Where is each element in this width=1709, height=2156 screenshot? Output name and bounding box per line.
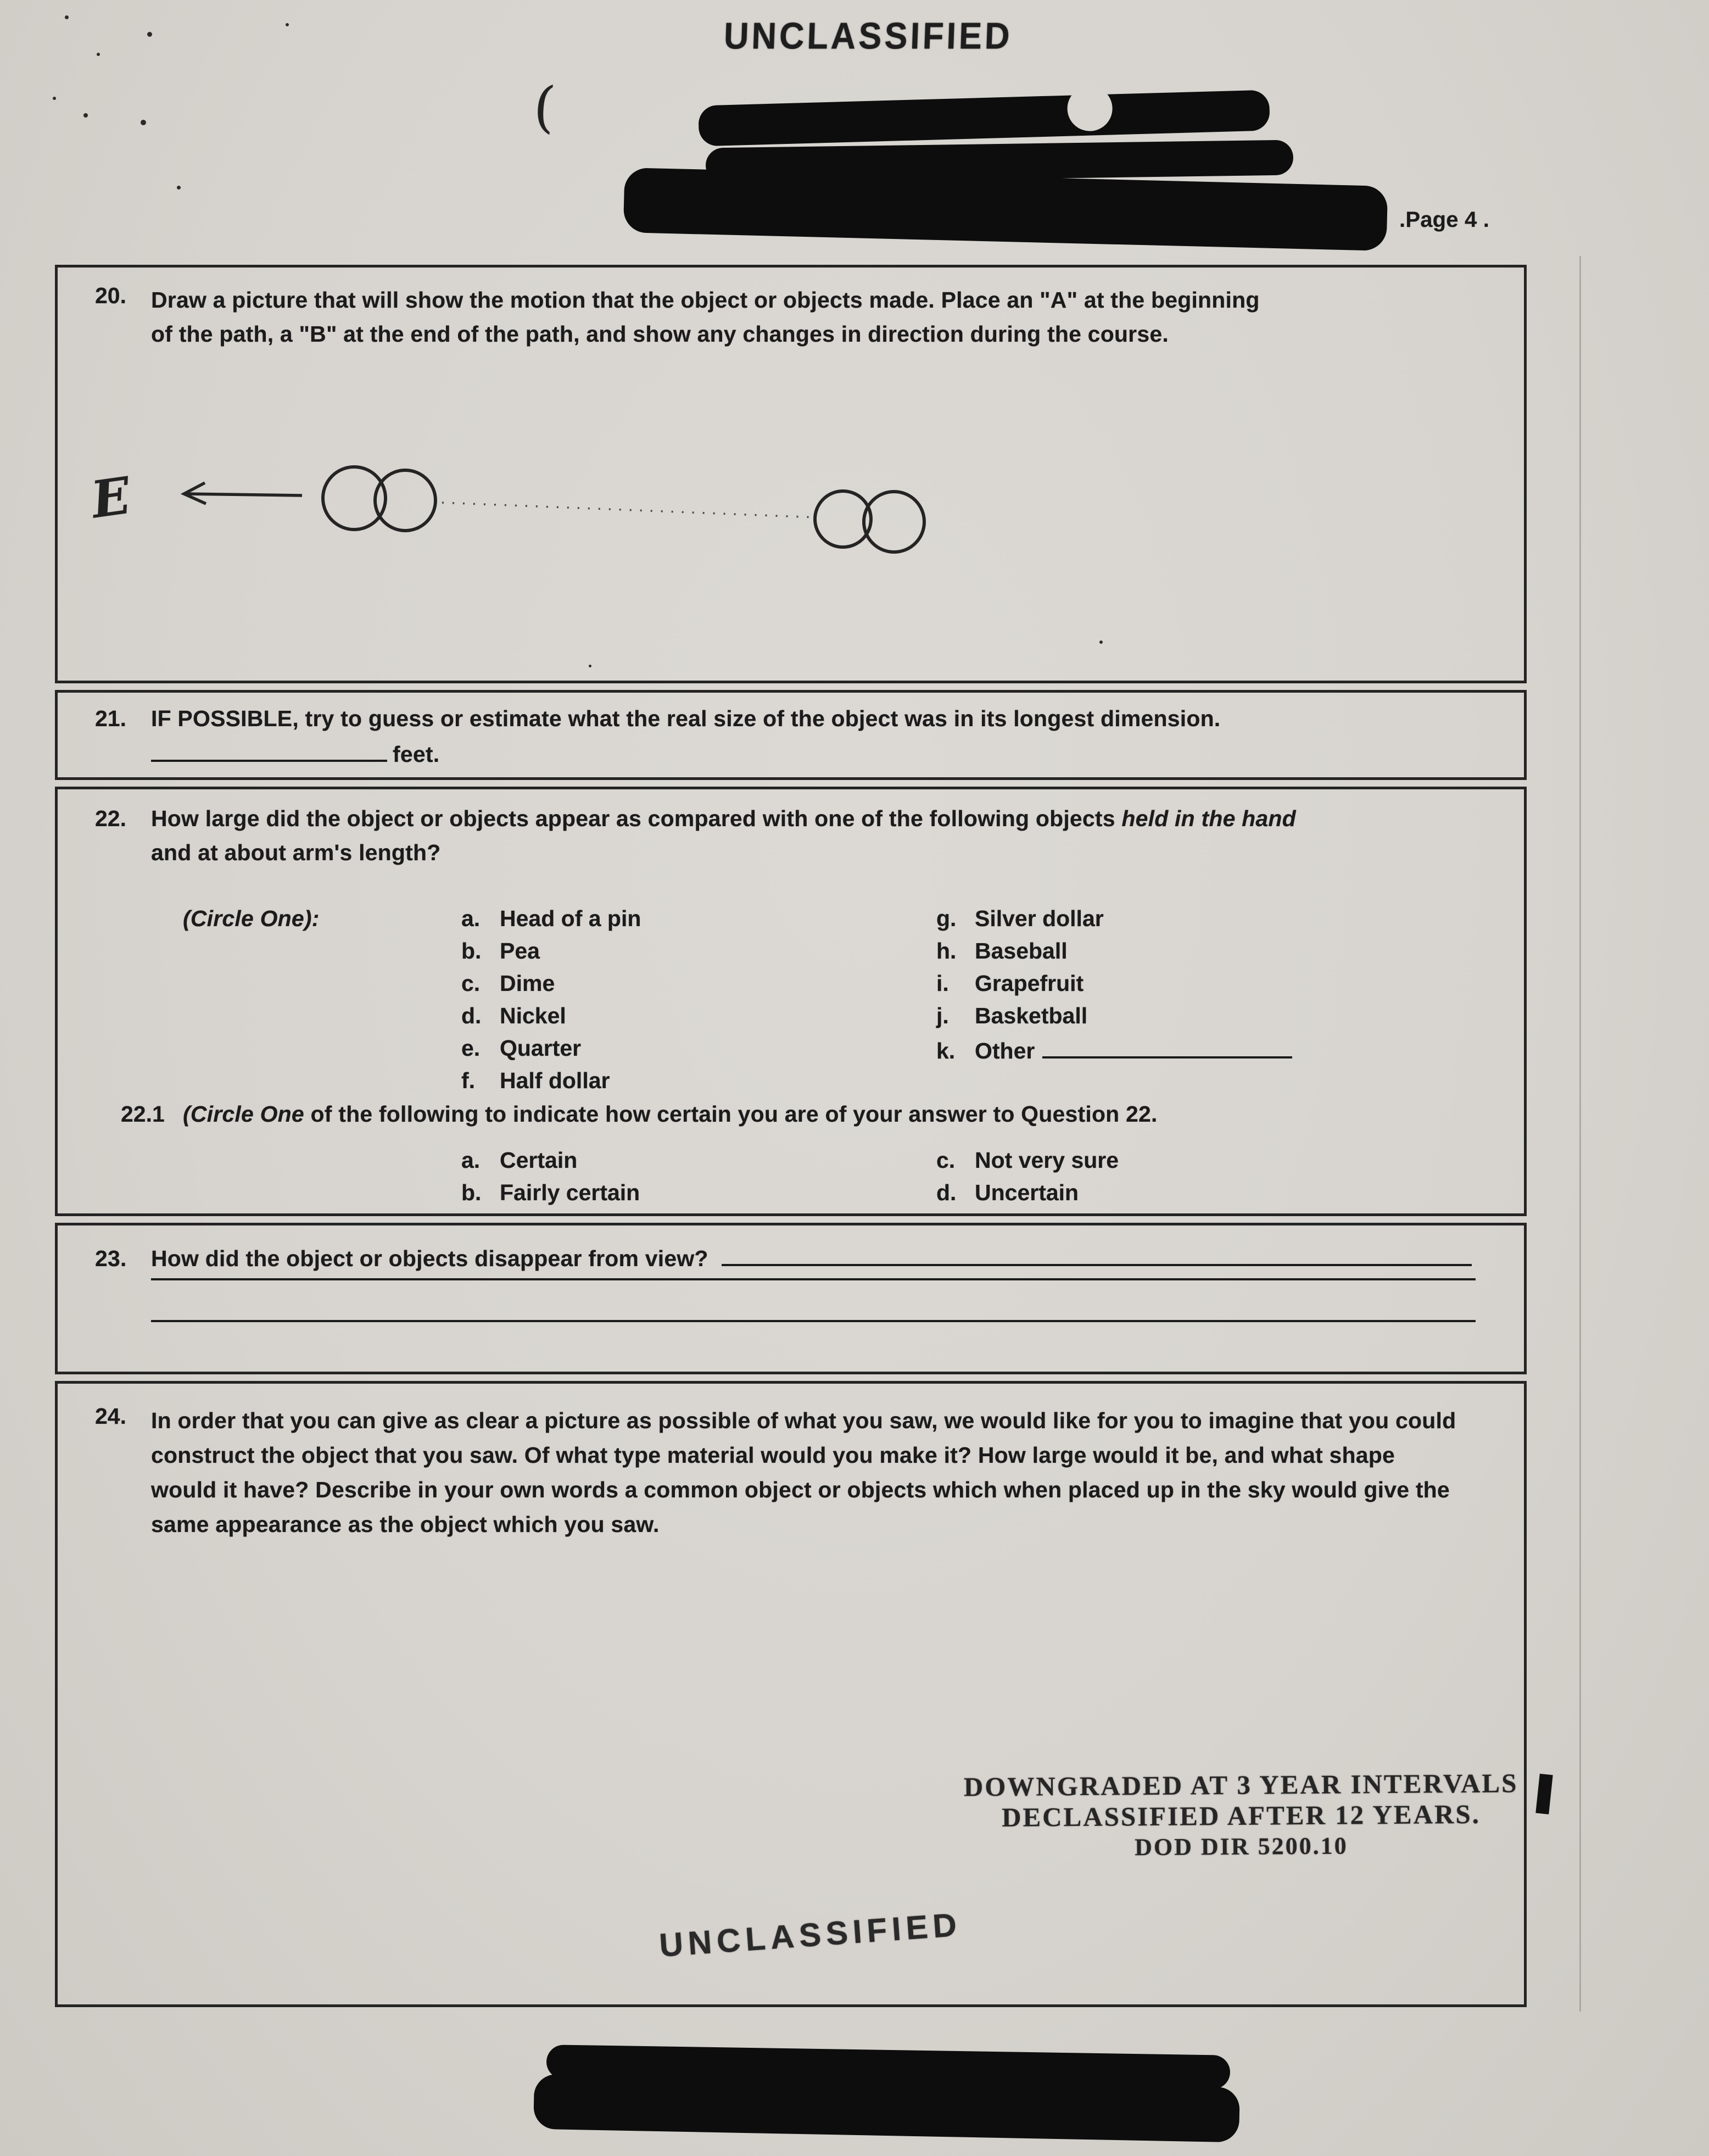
question-20-section [55,265,1527,683]
pen-mark-paren: ( [531,74,558,140]
q22-1-option-d [936,1180,1079,1206]
q22-1-heading-rest: of the following to indicate how certain you are of your answer to Question 22. [304,1101,1158,1127]
feet-label: feet. [393,742,440,767]
option-letter: h. [936,938,957,963]
option-letter: a. [461,1147,481,1173]
option-letter: b. [461,938,482,963]
answer-blank-inline [722,1242,1472,1266]
unclassified-stamp-top: UNCLASSIFIED [723,15,1013,57]
question-24-text-line3: would it have? Describe in your own words a common object or objects which when placed up in the sky would give the [151,1477,1450,1502]
q22-option-j [936,1003,1087,1029]
option-label: Not very sure [975,1147,1119,1173]
q22-1-option-a [461,1147,577,1173]
object-circles-right [815,491,924,552]
question-24-section [55,1381,1527,2007]
option-label: Half dollar [500,1068,610,1093]
option-letter: c. [461,971,481,996]
question-number: 22. [95,806,126,831]
q22-option-d [461,1003,566,1029]
option-label: Baseball [975,938,1068,963]
scan-speck [53,97,56,100]
option-label: Dime [500,971,555,996]
direction-arrow [184,483,302,504]
scan-speck [286,23,289,26]
q22-option-h [936,938,1068,964]
question-number: 23. [95,1246,127,1271]
scan-speck [83,113,88,118]
size-estimate-blank [151,739,387,762]
q22-1-heading-italic: (Circle One [183,1101,304,1127]
redaction-bar-top [698,90,1270,146]
q22-option-g [936,906,1104,932]
q22-option-f [461,1068,610,1094]
option-letter: b. [461,1180,482,1205]
question-20-text-line2: of the path, a "B" at the end of the path, and show any changes in direction during the course. [151,321,1169,347]
question-21-text: IF POSSIBLE, try to guess or estimate what the real size of the object was in its longest dimension. [151,706,1221,731]
scan-speck [147,32,152,37]
question-24-text-line2: construct the object that you saw. Of what type material would you make it? How large would it be, and what shape [151,1442,1395,1468]
answer-rule-line [151,1278,1476,1280]
q22-option-b [461,938,540,964]
hole-punch [1066,85,1113,131]
question-22-text: How large did the object or objects appear as compared with one of the following objects [151,806,1122,831]
option-letter: g. [936,906,957,931]
page-number-label: .Page 4 . [1399,208,1490,232]
declass-stamp-line3: DOD DIR 5200.10 [1134,1832,1348,1861]
declass-stamp-line1: DOWNGRADED AT 3 YEAR INTERVALS [963,1768,1518,1802]
option-letter: a. [461,906,481,931]
question-number: 20. [95,283,126,308]
option-letter: d. [461,1003,482,1028]
answer-rule-line [151,1320,1476,1322]
q22-option-a [461,906,641,932]
declass-stamp-line2: DECLASSIFIED AFTER 12 YEARS. [1001,1798,1481,1833]
scan-speck [177,186,181,190]
question-21-section [55,690,1527,780]
question-24-text-line1: In order that you can give as clear a picture as possible of what you saw, we would like for you to imagine that you could [151,1408,1456,1433]
q22-1-option-c [936,1147,1119,1173]
option-label: Certain [500,1147,578,1173]
scan-speck [141,120,146,125]
question-number: 22.1 [121,1101,165,1127]
question-number: 21. [95,706,126,731]
q22-option-k [936,1035,1292,1064]
option-label: Basketball [975,1003,1088,1028]
option-label: Nickel [500,1003,566,1028]
q22-option-i [936,971,1084,996]
redaction-bar-mid-2 [623,168,1388,251]
question-23-section [55,1223,1527,1374]
paper-edge-line [1579,256,1581,2012]
scan-speck [97,53,100,56]
question-number: 24. [95,1403,126,1429]
declassification-stamp [928,1768,1554,1864]
question-22-text-line2: and at about arm's length? [151,840,441,865]
option-label: Pea [500,938,540,963]
option-label: Head of a pin [500,906,641,931]
option-letter: j. [936,1003,949,1028]
circle-one-label: (Circle One): [183,906,320,931]
option-label: Grapefruit [975,971,1084,996]
unclassified-stamp-bottom: UNCLASSIFIED [658,1906,963,1964]
dotted-path-line [442,503,817,517]
scan-speck [65,15,69,19]
option-letter: d. [936,1180,957,1205]
question-23-text: How did the object or objects disappear from view? [151,1246,708,1271]
q22-1-option-b [461,1180,640,1206]
motion-path-drawing [58,432,991,614]
option-label: Other [975,1038,1035,1063]
question-22-section [55,787,1527,1216]
option-label: Quarter [500,1035,582,1061]
object-circles-left [323,467,435,531]
option-label: Fairly certain [500,1180,640,1205]
option-label: Uncertain [975,1180,1079,1205]
q22-option-e [461,1035,581,1061]
question-20-text-line1: Draw a picture that will show the motion that the object or objects made. Place an "A" at the beginning [151,287,1260,313]
option-letter: i. [936,971,949,996]
option-letter: f. [461,1068,476,1093]
other-fill-in-blank [1042,1035,1292,1058]
option-label: Silver dollar [975,906,1104,931]
q22-option-c [461,971,555,996]
question-22-text-italic: held in the hand [1121,806,1296,831]
handwritten-e-label: E [87,465,135,530]
option-letter: k. [936,1038,956,1063]
option-letter: c. [936,1147,956,1173]
question-24-text-line4: same appearance as the object which you saw. [151,1512,660,1537]
option-letter: e. [461,1035,481,1061]
